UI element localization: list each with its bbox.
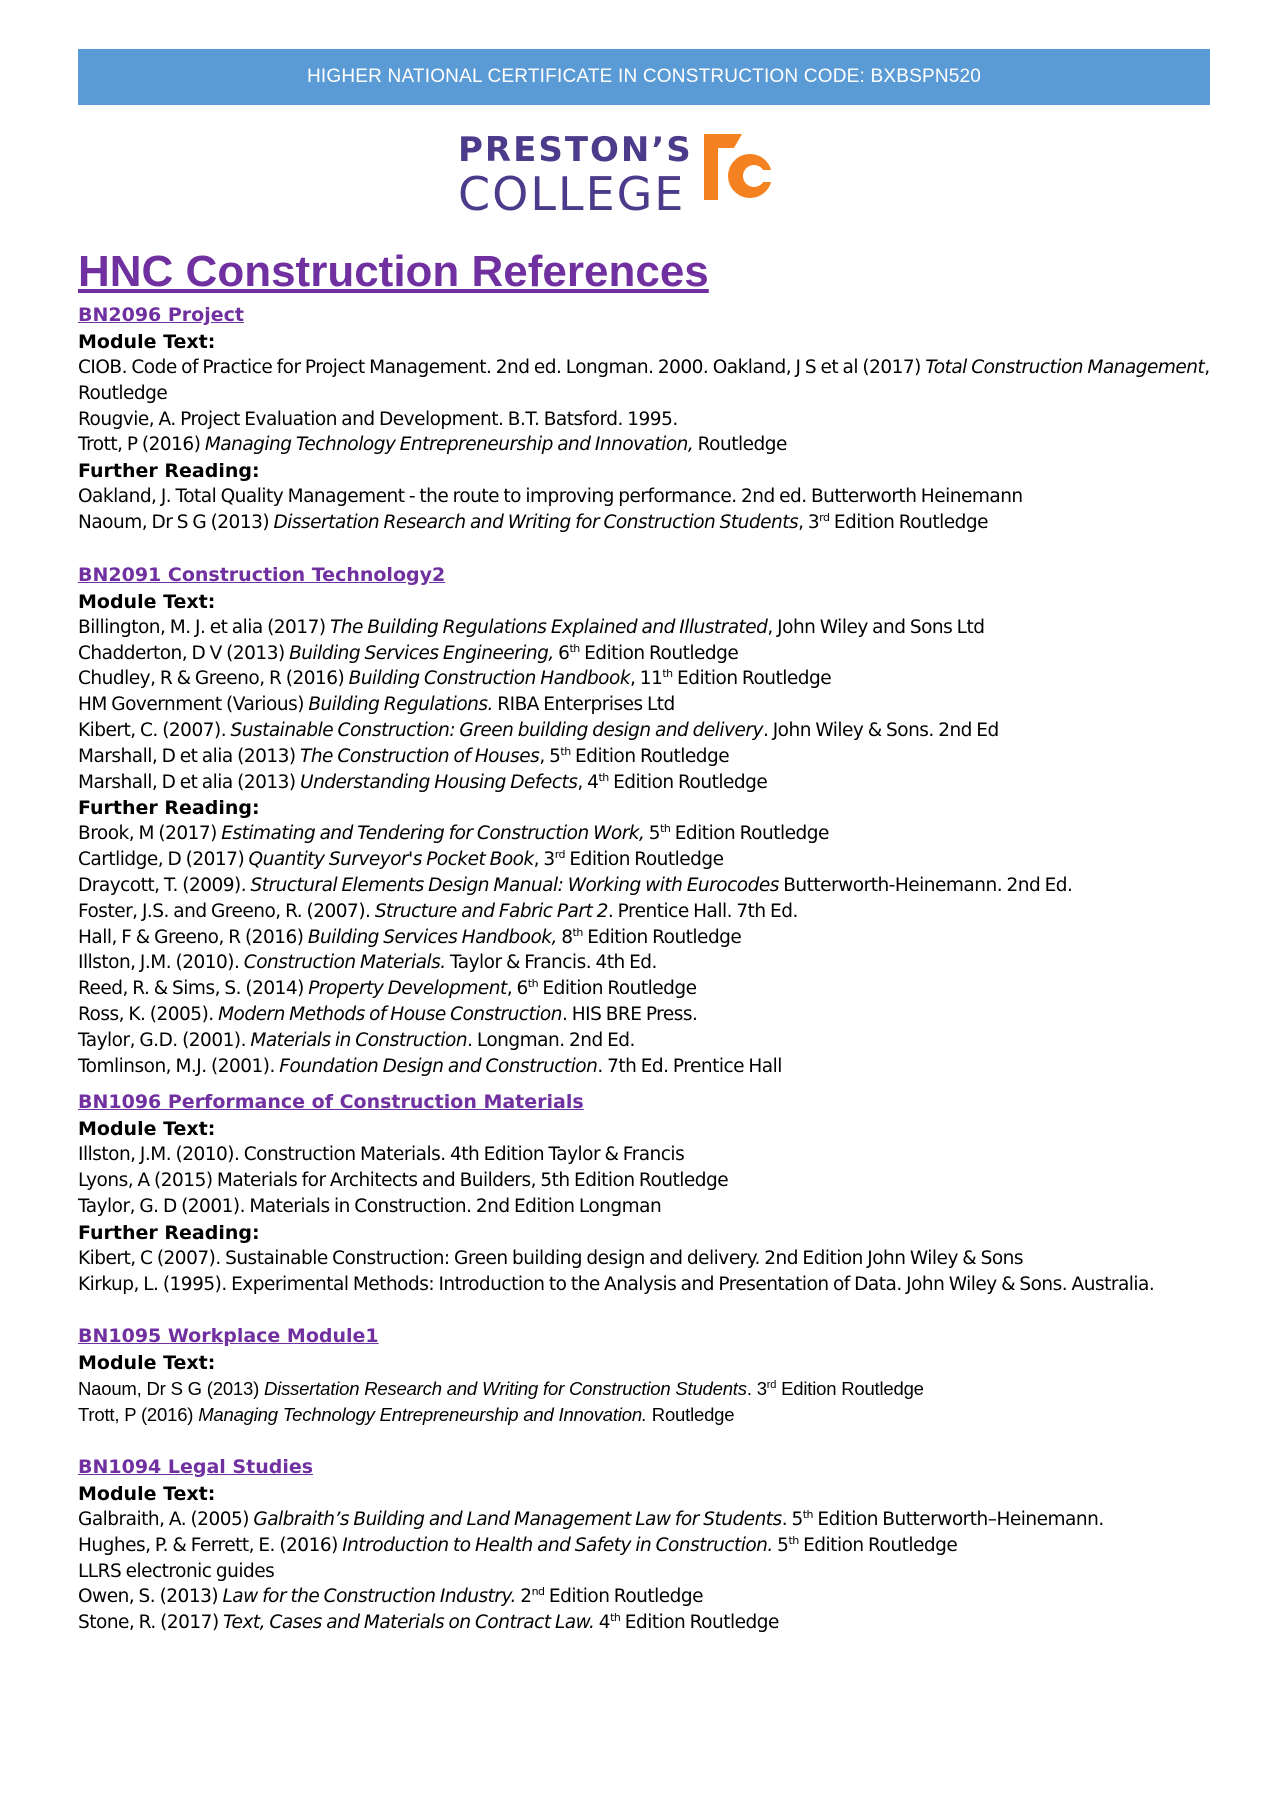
reference-text: Lyons, A (2015) Materials for Architects and Builders, 5th Edition Routledge bbox=[78, 1170, 729, 1192]
ordinal-suffix: th bbox=[802, 1507, 814, 1521]
reference-text: Edition Routledge bbox=[776, 1378, 924, 1400]
reference-entry bbox=[78, 744, 1218, 770]
reference-entry bbox=[78, 1054, 1218, 1080]
ordinal-suffix: nd bbox=[531, 1585, 545, 1599]
reference-entry bbox=[78, 873, 1218, 899]
reference-entry bbox=[78, 1559, 1218, 1585]
reference-entry bbox=[78, 718, 1218, 744]
reference-text: Illston, J.M. (2010). Construction Materials. 4th Edition Taylor & Francis bbox=[78, 1144, 685, 1166]
reference-text: RIBA Enterprises Ltd bbox=[492, 694, 675, 716]
reference-entry bbox=[78, 1610, 1218, 1636]
reference-entry bbox=[78, 976, 1218, 1002]
reference-entry bbox=[78, 1533, 1218, 1559]
reference-text: . 5 bbox=[781, 1508, 803, 1530]
reference-text: 2 bbox=[515, 1586, 532, 1608]
reference-title: Building Services Handbook, bbox=[307, 926, 557, 948]
reference-text: Hughes, P. & Ferrett, E. (2016) bbox=[78, 1534, 343, 1556]
reference-entry bbox=[78, 355, 1218, 407]
reference-text: Chadderton, D V (2013) bbox=[78, 642, 290, 664]
reference-text: Kibert, C. (2007). bbox=[78, 719, 231, 741]
reference-text: Tomlinson, M.J. (2001). bbox=[78, 1055, 280, 1077]
module-heading-link[interactable]: BN1095 Workplace Module1 bbox=[78, 1325, 379, 1348]
reference-entry bbox=[78, 1028, 1218, 1054]
reference-text: Edition Routledge bbox=[544, 1586, 704, 1608]
reference-text: 5 bbox=[772, 1534, 789, 1556]
reference-text: Kirkup, L. (1995). Experimental Methods: Introduction to the Analysis and Presentation of Data. John Wiley & Sons. Australia. bbox=[78, 1273, 1155, 1295]
reference-text: HM Government (Various) bbox=[78, 694, 309, 716]
further-reading-label: Further Reading: bbox=[78, 460, 260, 483]
reference-title: Materials in Construction bbox=[250, 1029, 468, 1051]
reference-text: Trott, P (2016) bbox=[78, 1404, 199, 1426]
ordinal-suffix: th bbox=[569, 641, 580, 655]
page-title: HNC Construction References bbox=[78, 247, 709, 296]
reference-entry bbox=[78, 821, 1218, 847]
reference-text: Naoum, Dr S G (2013) bbox=[78, 1378, 265, 1400]
reference-text: Naoum, Dr S G (2013) bbox=[78, 511, 274, 533]
ordinal-suffix: rd bbox=[819, 510, 830, 524]
reference-text: Edition Routledge bbox=[579, 642, 739, 664]
module-text-label: Module Text: bbox=[78, 1118, 216, 1141]
reference-entry bbox=[78, 1376, 1218, 1402]
reference-text: Edition Routledge bbox=[570, 745, 730, 767]
ordinal-suffix: rd bbox=[554, 848, 566, 861]
reference-text: Foster, J.S. and Greeno, R. (2007). bbox=[78, 900, 375, 922]
reference-text: Rougvie, A. Project Evaluation and Development. B.T. Batsford. 1995. bbox=[78, 408, 678, 430]
reference-title: Text, Cases and Materials on Contract Law. bbox=[223, 1612, 595, 1634]
module-text-label: Module Text: bbox=[78, 331, 216, 353]
reference-text: Edition Routledge bbox=[672, 668, 832, 690]
reference-entry bbox=[78, 1142, 1218, 1168]
reference-title: Building Regulations. bbox=[308, 694, 493, 716]
reference-entry bbox=[78, 899, 1218, 925]
reference-text: , 6 bbox=[506, 978, 528, 1000]
logo-text-college: COLLEGE bbox=[458, 167, 686, 221]
reference-entry bbox=[78, 925, 1218, 951]
reference-entry bbox=[78, 1246, 1218, 1272]
header-banner: HIGHER NATIONAL CERTIFICATE IN CONSTRUCTION CODE: BXBSPN520 bbox=[78, 49, 1210, 105]
reference-entry bbox=[78, 432, 1218, 458]
ordinal-suffix: th bbox=[662, 667, 673, 681]
reference-text: Illston, J.M. (2010). bbox=[78, 952, 244, 974]
reference-text: Draycott, T. (2009). bbox=[78, 874, 251, 896]
module-text-label: Module Text: bbox=[78, 1482, 216, 1505]
reference-entry bbox=[78, 1168, 1218, 1194]
ordinal-suffix: th bbox=[572, 925, 583, 939]
reference-text: . Longman. 2nd Ed. bbox=[467, 1029, 635, 1051]
reference-title: Building Services Engineering, bbox=[289, 642, 554, 664]
module-section bbox=[78, 562, 1218, 1080]
reference-text: Edition Routledge bbox=[538, 978, 697, 1000]
module-text-label: Module Text: bbox=[78, 590, 216, 613]
reference-text: , 3 bbox=[798, 511, 820, 533]
reference-title: Managing Technology Entrepreneurship and Innovation, bbox=[204, 434, 694, 456]
reference-title: Property Development bbox=[308, 978, 507, 1000]
reference-entry bbox=[78, 615, 1218, 641]
reference-title: Estimating and Tendering for Construction Work, bbox=[221, 823, 645, 845]
module-heading-link[interactable]: BN1096 Performance of Construction Materials bbox=[78, 1091, 584, 1114]
module-section bbox=[78, 1089, 1218, 1297]
reference-text: 5 bbox=[644, 823, 661, 845]
further-reading-label: Further Reading: bbox=[78, 797, 260, 820]
further-reading-label: Further Reading: bbox=[78, 1221, 260, 1244]
reference-title: Dissertation Research and Writing for Construction Students bbox=[273, 511, 799, 533]
reference-title: Introduction to Health and Safety in Construction. bbox=[342, 1534, 773, 1556]
reference-text: Hall, F & Greeno, R (2016) bbox=[78, 926, 308, 948]
reference-text: Chudley, R & Greeno, R (2016) bbox=[78, 668, 349, 690]
reference-text: , Routledge bbox=[78, 357, 1210, 404]
reference-text: . Prentice Hall. 7th Ed. bbox=[607, 900, 798, 922]
reference-entry bbox=[78, 1194, 1218, 1220]
reference-text: . 7th Ed. Prentice Hall bbox=[597, 1055, 782, 1077]
reference-text: Butterworth-Heinemann. 2nd Ed. bbox=[778, 874, 1073, 896]
reference-title: The Building Regulations Explained and Illustrated bbox=[329, 616, 768, 638]
reference-entry bbox=[78, 1584, 1218, 1610]
section-spacer bbox=[78, 1079, 1218, 1089]
reference-text: Marshall, D et alia (2013) bbox=[78, 745, 301, 767]
ordinal-suffix: th bbox=[788, 1533, 799, 1547]
reference-entry bbox=[78, 1002, 1218, 1028]
reference-text: Trott, P (2016) bbox=[78, 434, 205, 456]
reference-text: Brook, M (2017) bbox=[78, 823, 222, 845]
reference-title: Law for the Construction Industry. bbox=[222, 1586, 516, 1608]
reference-title: Construction Materials. bbox=[243, 952, 446, 974]
reference-text: 4 bbox=[594, 1612, 611, 1634]
reference-title: Modern Methods of House Construction bbox=[218, 1003, 562, 1025]
reference-title: Understanding Housing Defects bbox=[300, 771, 578, 793]
reference-title: Total Construction Management bbox=[925, 357, 1205, 378]
reference-entry bbox=[78, 950, 1218, 976]
reference-text: Routledge bbox=[693, 434, 787, 456]
reference-title: Sustainable Construction: Green building design and delivery bbox=[230, 719, 763, 741]
reference-text: . HIS BRE Press. bbox=[561, 1003, 698, 1025]
module-text-label: Module Text: bbox=[78, 1352, 216, 1375]
reference-text: Kibert, C (2007). Sustainable Construction: Green building design and delivery. 2nd Edition John Wiley & Sons bbox=[78, 1247, 1024, 1269]
logo-text-prestons: PRESTON’S bbox=[458, 130, 693, 170]
reference-text: . John Wiley & Sons. 2nd Ed bbox=[762, 719, 999, 741]
section-spacer bbox=[78, 1428, 1218, 1454]
reference-text: Marshall, D et alia (2013) bbox=[78, 771, 301, 793]
section-spacer bbox=[78, 536, 1218, 562]
reference-title: Foundation Design and Construction bbox=[279, 1055, 598, 1077]
college-logo bbox=[458, 130, 778, 230]
reference-text: Stone, R. (2017) bbox=[78, 1612, 224, 1634]
reference-text: Owen, S. (2013) bbox=[78, 1586, 223, 1608]
references-content bbox=[78, 246, 1218, 1636]
reference-text: LLRS electronic guides bbox=[78, 1560, 275, 1582]
section-spacer bbox=[78, 1297, 1218, 1323]
reference-text: Routledge bbox=[646, 1404, 735, 1426]
module-heading-link[interactable]: BN1094 Legal Studies bbox=[78, 1455, 314, 1478]
reference-text: Taylor, G. D (2001). Materials in Construction. 2nd Edition Longman bbox=[78, 1195, 662, 1217]
reference-title: Galbraith’s Building and Land Management Law for Students bbox=[253, 1508, 782, 1530]
reference-entry bbox=[78, 484, 1218, 510]
reference-title: Dissertation Research and Writing for Construction Students bbox=[264, 1378, 747, 1400]
reference-title: Structure and Fabric Part 2 bbox=[374, 900, 608, 922]
reference-text: . 3 bbox=[746, 1378, 767, 1400]
reference-text: Billington, M. J. et alia (2017) bbox=[78, 616, 330, 638]
reference-entry bbox=[78, 1272, 1218, 1298]
reference-text: Reed, R. & Sims, S. (2014) bbox=[78, 978, 309, 1000]
ordinal-suffix: th bbox=[598, 770, 609, 784]
reference-entry bbox=[78, 666, 1218, 692]
reference-text: Edition Routledge bbox=[608, 771, 768, 793]
reference-text: CIOB. Code of Practice for Project Management. 2nd ed. Longman. 2000. Oakland, J S et al (2017) bbox=[78, 357, 926, 378]
reference-text: Taylor & Francis. 4th Ed. bbox=[445, 952, 657, 974]
reference-text: Cartlidge, D (2017) bbox=[78, 849, 249, 871]
reference-text: 8 bbox=[556, 926, 573, 948]
reference-text: Edition Routledge bbox=[798, 1534, 958, 1556]
ordinal-suffix: th bbox=[527, 976, 539, 990]
reference-entry bbox=[78, 1507, 1218, 1533]
logo-mark-icon bbox=[704, 134, 778, 214]
module-section bbox=[78, 1323, 1218, 1428]
reference-text: Edition Butterworth–Heinemann. bbox=[813, 1508, 1104, 1530]
reference-text: , John Wiley and Sons Ltd bbox=[767, 616, 985, 638]
module-section bbox=[78, 1454, 1218, 1636]
reference-entry bbox=[78, 407, 1218, 433]
reference-text: Edition Routledge bbox=[670, 823, 829, 845]
reference-text: , 5 bbox=[539, 745, 561, 767]
reference-entry bbox=[78, 692, 1218, 718]
reference-title: Building Construction Handbook bbox=[348, 668, 631, 690]
reference-text: , 3 bbox=[533, 849, 555, 871]
reference-text: Ross, K. (2005). bbox=[78, 1003, 219, 1025]
ordinal-suffix: th bbox=[560, 744, 571, 758]
module-list bbox=[78, 302, 1218, 1636]
reference-title: Managing Technology Entrepreneurship and Innovation. bbox=[198, 1404, 647, 1426]
reference-text: Edition Routledge bbox=[565, 849, 724, 871]
module-section bbox=[78, 302, 1218, 536]
reference-text: Taylor, G.D. (2001). bbox=[78, 1029, 251, 1051]
reference-text: 6 bbox=[553, 642, 570, 664]
ordinal-suffix: th bbox=[610, 1610, 621, 1624]
reference-entry bbox=[78, 847, 1218, 873]
reference-title: Quantity Surveyor's Pocket Book bbox=[248, 849, 534, 871]
reference-text: Galbraith, A. (2005) bbox=[78, 1508, 254, 1530]
reference-text: Edition Routledge bbox=[829, 511, 988, 533]
reference-entry bbox=[78, 770, 1218, 796]
reference-text: Edition Routledge bbox=[620, 1612, 779, 1634]
module-heading-link[interactable]: BN2096 Project bbox=[78, 304, 244, 326]
reference-text: , 4 bbox=[577, 771, 599, 793]
ordinal-suffix: th bbox=[660, 822, 671, 836]
reference-text: Oakland, J. Total Quality Management - the route to improving performance. 2nd ed. Butterworth Heinemann bbox=[78, 486, 1023, 508]
reference-text: Edition Routledge bbox=[582, 926, 742, 948]
module-heading-link[interactable]: BN2091 Construction Technology2 bbox=[78, 563, 446, 586]
reference-entry bbox=[78, 510, 1218, 536]
reference-entry bbox=[78, 641, 1218, 667]
ordinal-suffix: rd bbox=[766, 1379, 777, 1392]
reference-title: The Construction of Houses bbox=[300, 745, 540, 767]
reference-title: Structural Elements Design Manual: Working with Eurocodes bbox=[250, 874, 779, 896]
reference-text: , 11 bbox=[630, 668, 663, 690]
reference-entry bbox=[78, 1402, 1218, 1428]
